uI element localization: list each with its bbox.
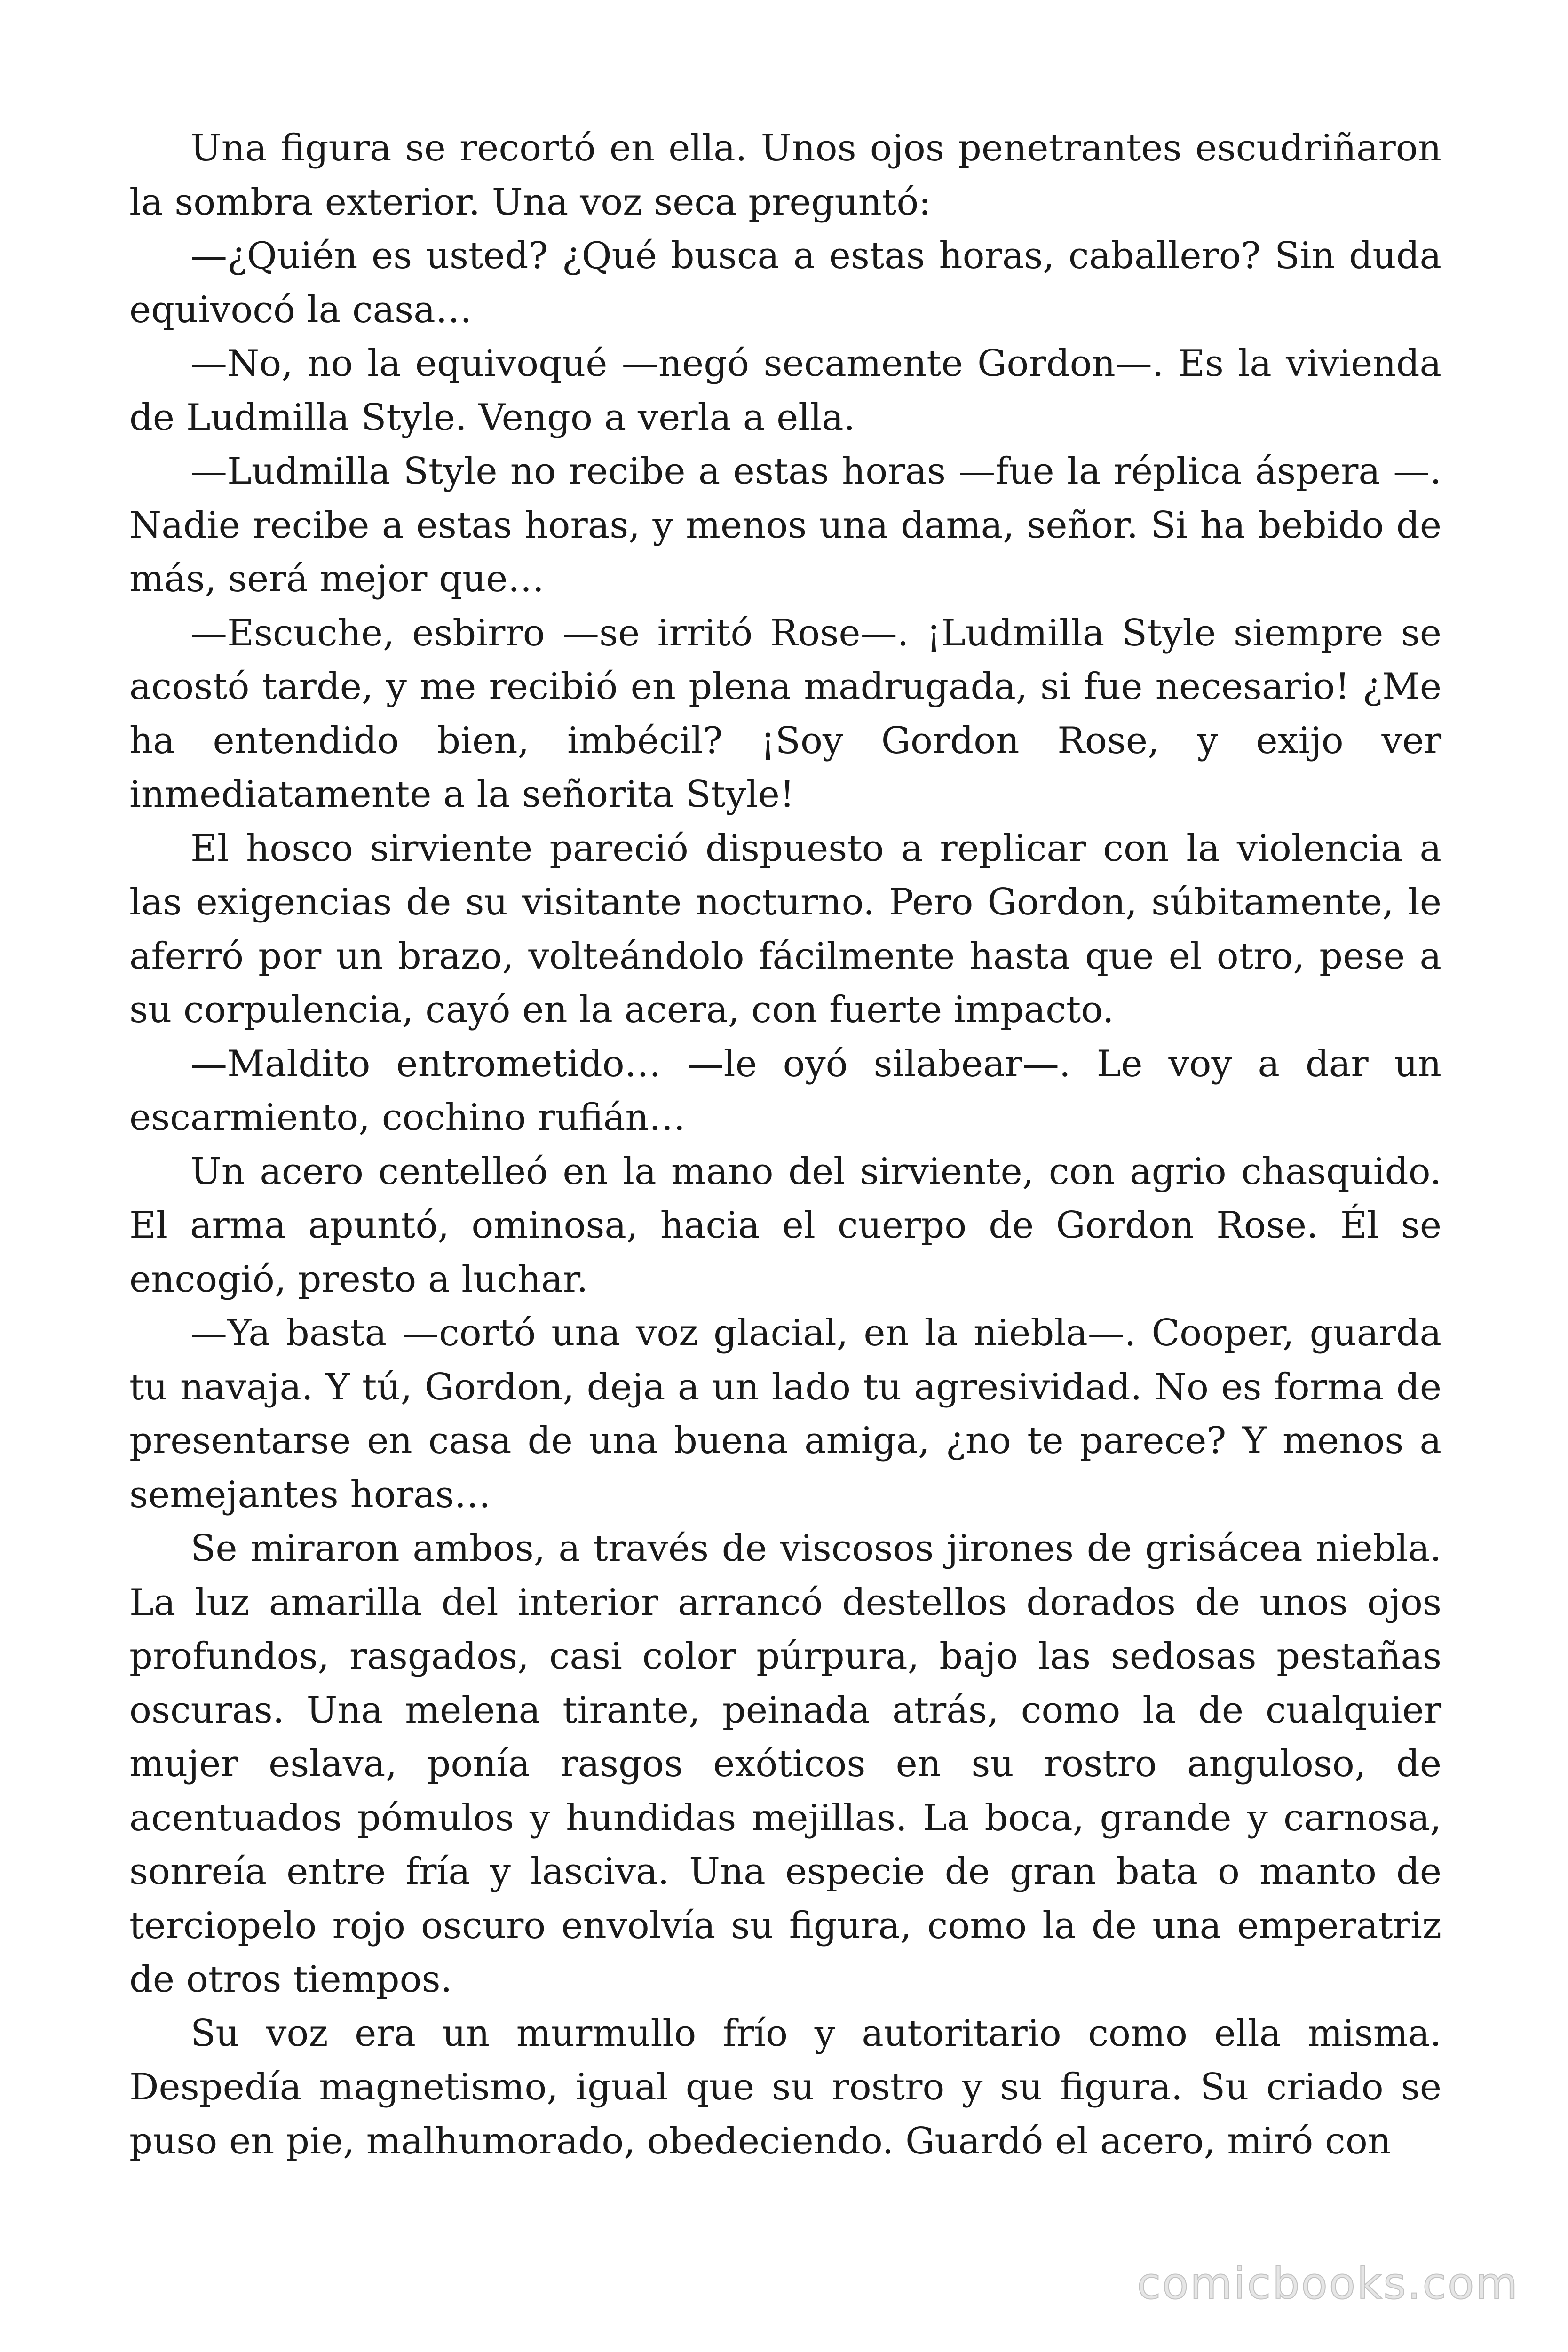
paragraph-10: Se miraron ambos, a través de viscosos jirones de grisácea niebla. La luz amarilla del interior arrancó destellos dorados de unos ojos profundos, rasgados, casi color púrpura, bajo las sedosas pestañas oscuras. Una melena tirante, peinada atrás, como la de cualquier mujer eslava, ponía rasgos exóticos en su rostro anguloso, de acentuados pómulos y hundidas mejillas. La boca, grande y carnosa, sonreía entre fría y lasciva. Una especie de gran bata o manto de terciopelo rojo oscuro envolvía su figura, como la de una emperatriz de otros tiempos. xyxy=(129,1527,1441,2001)
paragraph-6: El hosco sirviente pareció dispuesto a replicar con la violencia a las exigencias de su visitante nocturno. Pero Gordon, súbitamente, le aferró por un brazo, volteándolo fácilmente hasta que el otro, pese a su corpulencia, cayó en la acera, con fuerte impacto. xyxy=(129,827,1441,1031)
paragraph-4: —Ludmilla Style no recibe a estas horas —fue la réplica áspera —. Nadie recibe a estas horas, y menos una dama, señor. Si ha bebido de más, será mejor que… xyxy=(129,450,1441,600)
paragraph-1: Una figura se recortó en ella. Unos ojos penetrantes escudriñaron la sombra exterior. Una voz seca preguntó: xyxy=(129,127,1441,223)
paragraph-9: —Ya basta —cortó una voz glacial, en la niebla—. Cooper, guarda tu navaja. Y tú, Gordon, deja a un lado tu agresividad. No es forma de presentarse en casa de una buena amiga, ¿no te parece? Y menos a semejantes horas… xyxy=(129,1312,1441,1516)
paragraph-11: Su voz era un murmullo frío y autoritario como ella misma. Despedía magnetismo, igual que su rostro y su figura. Su criado se puso en pie, malhumorado, obedeciendo. Guardó el acero, miró con xyxy=(129,2012,1441,2162)
paragraph-5: —Escuche, esbirro —se irritó Rose—. ¡Ludmilla Style siempre se acostó tarde, y me recibió en plena madrugada, si fue necesario! ¿Me ha entendido bien, imbécil? ¡Soy Gordon Rose, y exijo ver inmediatamente a la señorita Style! xyxy=(129,612,1441,816)
body-text xyxy=(129,121,1441,2168)
paragraph-2: —¿Quién es usted? ¿Qué busca a estas horas, caballero? Sin duda equivocó la casa… xyxy=(129,235,1441,331)
paragraph-3: —No, no la equivoqué —negó secamente Gordon—. Es la vivienda de Ludmilla Style. Vengo a verla a ella. xyxy=(129,342,1441,439)
watermark: comicbooks.com xyxy=(1137,2258,1519,2309)
paragraph-8: Un acero centelleó en la mano del sirviente, con agrio chasquido. El arma apuntó, ominosa, hacia el cuerpo de Gordon Rose. Él se encogió, presto a luchar. xyxy=(129,1150,1441,1301)
paragraph-7: —Maldito entrometido… —le oyó silabear—. Le voy a dar un escarmiento, cochino rufián… xyxy=(129,1042,1441,1139)
